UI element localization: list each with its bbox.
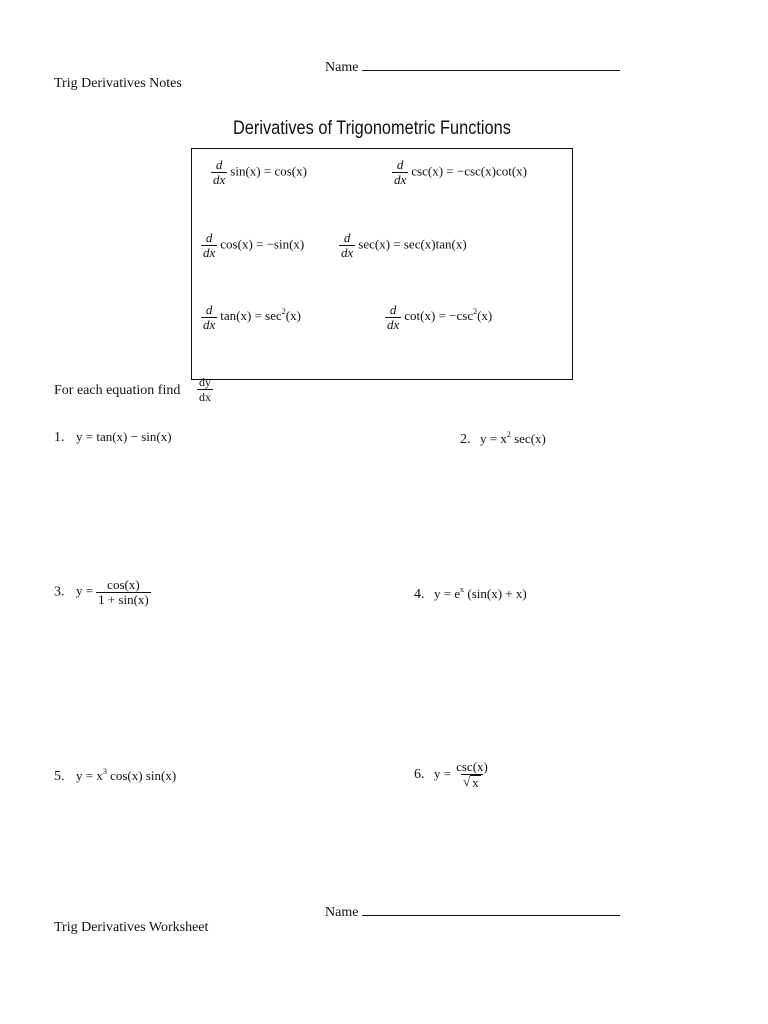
problem-expression: y = $\frac{\cos(x)}{1 + \sin(x)}$ — [76, 577, 149, 607]
document-title: Trig Derivatives Notes — [54, 76, 182, 91]
derivative-operator: $\frac{d}{dx}$ — [203, 230, 216, 260]
problem-number: 5. — [54, 769, 65, 784]
name-blank-line — [362, 903, 620, 916]
problem-expression: y = tan(x) − sin(x) — [76, 429, 172, 444]
rule-csc — [389, 158, 527, 187]
derivative-operator: $\frac{d}{dx}$ — [213, 157, 226, 187]
derivative-operator: $\frac{d}{dx}$ — [341, 230, 354, 260]
instruction-text: For each equation find — [54, 383, 181, 398]
problem-expression: $y = x^2$ sec(x) — [480, 430, 546, 446]
problem-number: 6. — [414, 766, 425, 782]
problem-expression: $y = e^x$ (sin(x) + x) — [434, 585, 527, 601]
rule-cot — [382, 303, 492, 332]
problem-1 — [54, 429, 172, 446]
worksheet-name-field — [325, 903, 620, 921]
page-title: Derivatives of Trigonometric Functions — [233, 118, 511, 139]
problem-expression: $y = x^3$ cos(x) sin(x) — [76, 767, 177, 783]
rule-sin — [208, 158, 307, 187]
rule-expression: $\cot(x) = -\csc^2(x)$ — [404, 307, 493, 324]
name-label: Name — [325, 905, 359, 920]
rule-tan — [198, 303, 301, 332]
problem-number: 2. — [460, 432, 471, 447]
square-root-icon: √ x — [463, 774, 479, 790]
problem-3 — [54, 578, 154, 607]
rule-expression: $\tan(x) = \sec^2(x)$ — [220, 307, 301, 324]
name-label: Name — [325, 60, 359, 75]
rule-expression: sec(x) = sec(x)tan(x) — [358, 236, 467, 252]
problem-expression: y = csc(x) √ x — [434, 759, 488, 790]
rule-sec — [336, 231, 467, 260]
problem-2 — [460, 430, 546, 448]
worksheet-title: Trig Derivatives Worksheet — [54, 920, 209, 935]
problem-6 — [414, 760, 493, 790]
rule-expression: cos(x) = −sin(x) — [220, 236, 305, 252]
problem-4 — [414, 585, 527, 603]
dy-dx-fraction: $\frac{dy}{dx}$ — [199, 375, 211, 404]
rule-cos — [198, 231, 304, 260]
rule-expression: csc(x) = −csc(x)cot(x) — [411, 163, 527, 179]
name-blank-line — [362, 58, 620, 71]
derivative-operator: $\frac{d}{dx}$ — [394, 157, 407, 187]
problem-number: 3. — [54, 584, 65, 600]
problem-number: 4. — [414, 587, 425, 602]
derivative-operator: $\frac{d}{dx}$ — [387, 302, 400, 332]
derivative-operator: $\frac{d}{dx}$ — [203, 302, 216, 332]
problem-5 — [54, 767, 176, 785]
problem-number: 1. — [54, 430, 65, 445]
rule-expression: sin(x) = cos(x) — [230, 163, 307, 179]
name-field — [325, 58, 620, 76]
